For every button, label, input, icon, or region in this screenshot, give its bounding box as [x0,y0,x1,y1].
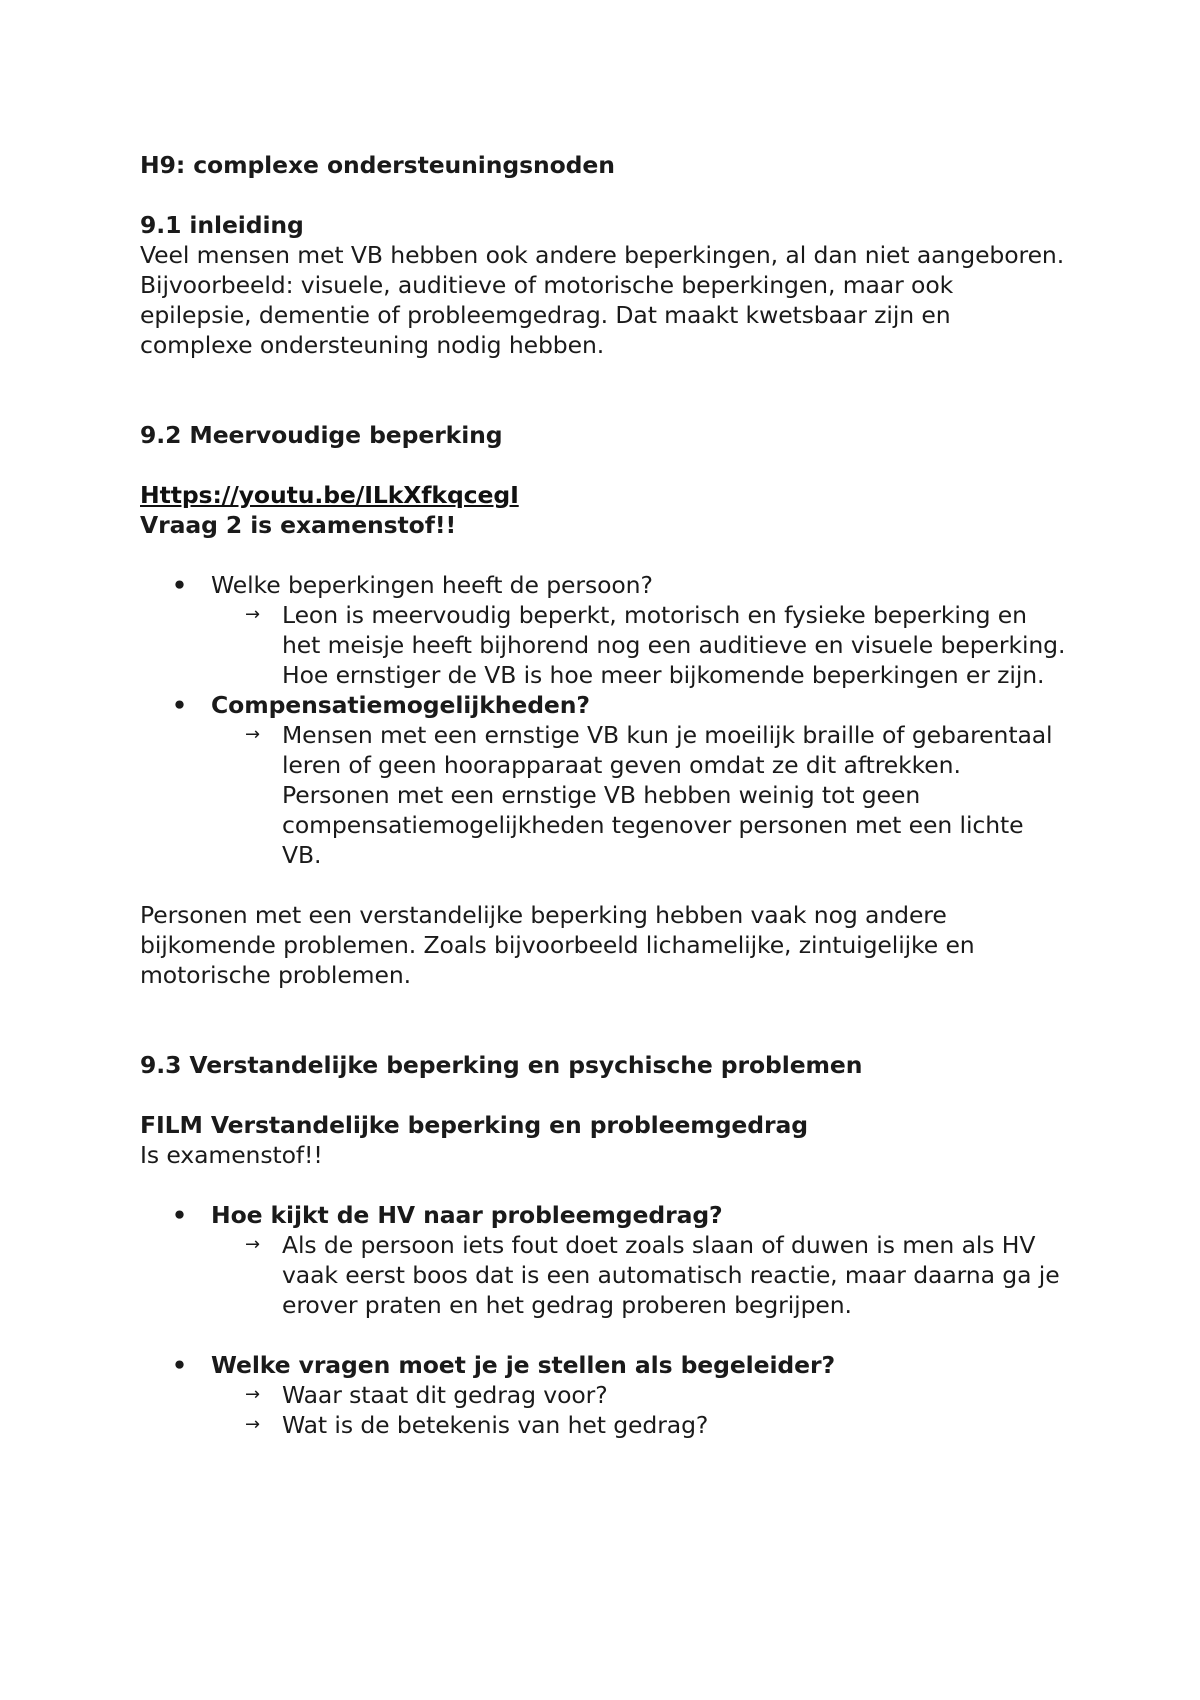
answer-text: Mensen met een ernstige VB kun je moeilijk braille of gebarentaal leren of geen hoorapparaat geven omdat ze dit aftrekken. Personen met een ernstige VB hebben weinig tot geen compensatiemogelijkheden tegenover personen met een lichte VB. [282,721,1053,869]
answer-item [211,600,1070,690]
list-item [140,570,1070,690]
list-item [140,1350,1070,1440]
bullet-list [140,570,1070,870]
section-9-1 [140,210,1070,360]
bullet-icon: • [172,571,187,599]
answer-text: Wat is de betekenis van het gedrag? [282,1411,709,1439]
section-heading: 9.3 Verstandelijke beperking en psychische problemen [140,1051,863,1079]
paragraph: Veel mensen met VB hebben ook andere beperkingen, al dan niet aangeboren. Bijvoorbeeld: visuele, auditieve of motorische beperkingen, maar ook epilepsie, dementie of probleemgedrag. Dat maakt kwetsbaar zijn en complexe ondersteuning nodig hebben. [140,241,1065,359]
section-9-3 [140,1050,1070,1440]
answer-item [211,720,1070,870]
bullet-icon: • [172,691,187,719]
question: Compensatiemogelijkheden? [211,691,590,719]
exam-note: Vraag 2 is examenstof!! [140,511,457,539]
arrow-right-icon: → [245,1384,260,1405]
answer-text: Waar staat dit gedrag voor? [282,1381,608,1409]
answer-text: Leon is meervoudig beperkt, motorisch en fysieke beperking en het meisje heeft bijhorend nog een auditieve en visuele beperking. Hoe ernstiger de VB is hoe meer bijkomende beperkingen er zijn. [282,601,1066,689]
document-title: H9: complexe ondersteuningsnoden [140,151,615,179]
arrow-right-icon: → [245,1414,260,1435]
answer-item [211,1230,1070,1320]
answer-item [211,1380,1070,1410]
answer-list [211,1380,1070,1440]
list-item [140,1200,1070,1320]
arrow-right-icon: → [245,1234,260,1255]
list-item [140,690,1070,870]
film-title: FILM Verstandelijke beperking en probleemgedrag [140,1111,808,1139]
answer-list [211,600,1070,690]
question: Hoe kijkt de HV naar probleemgedrag? [211,1201,723,1229]
youtube-link[interactable]: Https://youtu.be/ILkXfkqcegI [140,481,519,509]
arrow-right-icon: → [245,604,260,625]
bullet-list [140,1200,1070,1320]
answer-item [211,1410,1070,1440]
bullet-icon: • [172,1351,187,1379]
question: Welke vragen moet je je stellen als begeleider? [211,1351,836,1379]
section-heading: 9.1 inleiding [140,211,304,239]
answer-list [211,1230,1070,1320]
exam-note: Is examenstof!! [140,1141,323,1169]
answer-list [211,720,1070,870]
paragraph: Personen met een verstandelijke beperking hebben vaak nog andere bijkomende problemen. Zoals bijvoorbeeld lichamelijke, zintuigelijke en motorische problemen. [140,901,975,989]
bullet-icon: • [172,1201,187,1229]
question: Welke beperkingen heeft de persoon? [211,571,653,599]
answer-text: Als de persoon iets fout doet zoals slaan of duwen is men als HV vaak eerst boos dat is een automatisch reactie, maar daarna ga je erover praten en het gedrag proberen begrijpen. [282,1231,1060,1319]
section-9-2 [140,420,1070,990]
document-page [140,150,1070,1440]
arrow-right-icon: → [245,724,260,745]
bullet-list [140,1350,1070,1440]
section-heading: 9.2 Meervoudige beperking [140,421,503,449]
